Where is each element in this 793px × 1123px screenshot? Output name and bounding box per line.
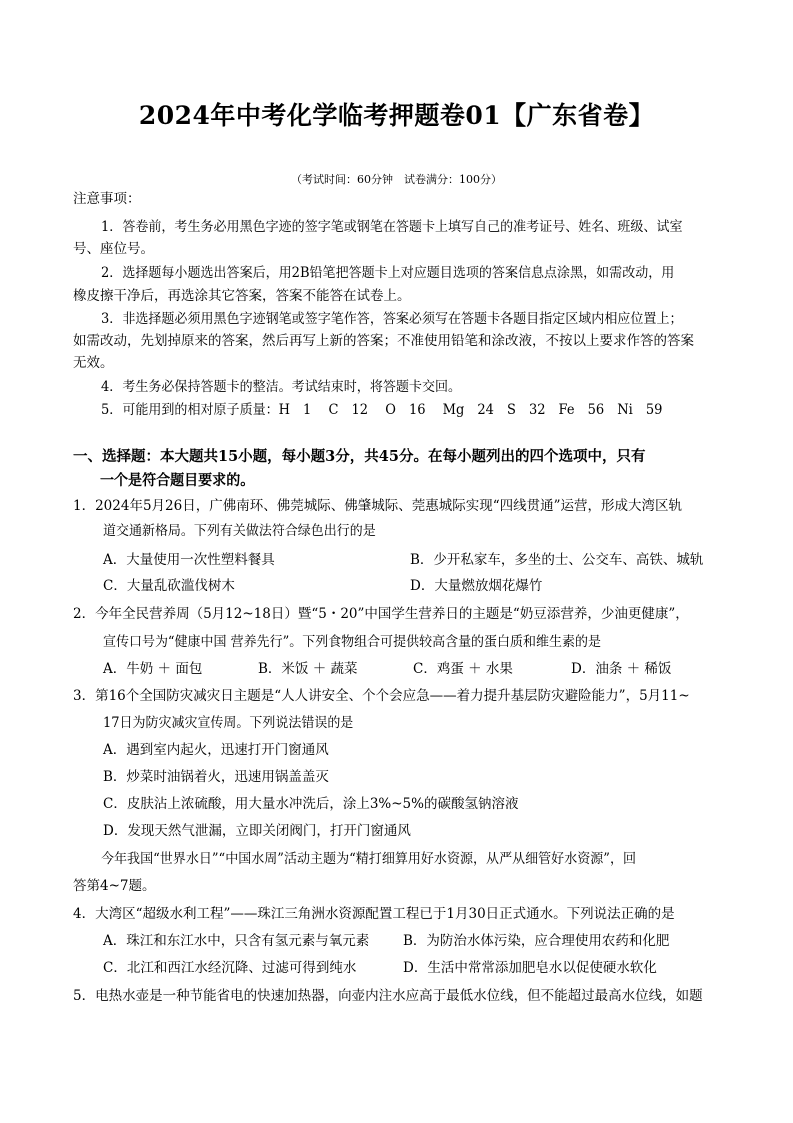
q4-option-a: A．珠江和东江水中，只含有氢元素与氧元素 (103, 933, 370, 949)
q2-option-d: D．油条 ＋ 稀饭 (571, 661, 672, 677)
q4-option-c: C．北江和西江水经沉降、过滤可得到纯水 (103, 960, 357, 976)
notice-item-cont: 橡皮擦干净后，再选涂其它答案，答案不能答在试卷上。 (73, 288, 411, 304)
question-4: 4．大湾区“超级水利工程”——珠江三角洲水资源配置工程已于1月30日正式通水。下列说法正确的是 (73, 906, 675, 922)
question-5: 5．电热水壶是一种节能省电的快速加热器，向壶内注水应高于最低水位线，但不能超过最高水位线，如题 (73, 988, 703, 1004)
q1-option-d: D．大量燃放烟花爆竹 (410, 578, 543, 594)
notice-item: 2．选择题每小题选出答案后，用2B铅笔把答题卡上对应题目选项的答案信息点涂黑，如需改动，用 (101, 265, 675, 281)
question-1: 1．2024年5月26日，广佛南环、佛莞城际、佛肇城际、莞惠城际实现“四线贯通”运营，形成大湾区轨 (73, 498, 683, 514)
section-heading: 一、选择题：本大题共15小题，每小题3分，共45分。在每小题列出的四个选项中，只有 (73, 448, 646, 465)
question-2-cont: 宣传口号为“健康中国 营养先行”。下列食物组合可提供较高含量的蛋白质和维生素的是 (103, 634, 601, 650)
q4-option-d: D．生活中常常添加肥皂水以促使硬水软化 (403, 960, 657, 976)
notice-item: 5．可能用到的相对原子质量：H 1 C 12 O 16 Mg 24 S 32 Fe 56 Ni 59 (101, 402, 663, 418)
page-title: 2024年中考化学临考押题卷01【广东省卷】 (138, 101, 655, 130)
question-3-cont: 17日为防灾减灾宣传周。下列说法错误的是 (103, 715, 354, 731)
notice-item: 1．答卷前，考生务必用黑色字迹的签字笔或钢笔在答题卡上填写自己的准考证号、姓名、班级、试室 (101, 219, 683, 235)
q2-option-a: A．牛奶 ＋ 面包 (103, 661, 203, 677)
notice-item-cont: 如需改动，先划掉原来的答案，然后再写上新的答案；不准使用铅笔和涂改液，不按以上要求作答的答案 (73, 333, 694, 349)
question-2: 2．今年全民营养周（5月12~18日）暨“5・20”中国学生营养日的主题是“奶豆添营养，少油更健康”， (73, 606, 689, 622)
notice-item-cont: 无效。 (73, 355, 114, 371)
q3-option-c: C．皮肤沾上浓硫酸，用大量水冲洗后，涂上3%~5%的碳酸氢钠溶液 (103, 796, 519, 812)
q4-option-b: B．为防治水体污染，应合理使用农药和化肥 (403, 933, 670, 949)
question-1-cont: 道交通新格局。下列有关做法符合绿色出行的是 (103, 523, 376, 539)
question-3: 3．第16个全国防灾减灾日主题是“人人讲安全、个个会应急——着力提升基层防灾避险能力”，5月11~ (73, 688, 690, 704)
q2-option-c: C．鸡蛋 ＋ 水果 (413, 661, 513, 677)
passage-cont: 答第4~7题。 (73, 878, 156, 894)
exam-info: （考试时间：60分钟 试卷满分：100分） (291, 173, 502, 186)
q2-option-b: B．米饭 ＋ 蔬菜 (258, 661, 358, 677)
q1-option-a: A．大量使用一次性塑料餐具 (103, 552, 275, 568)
notice-item: 4．考生务必保持答题卡的整洁。考试结束时，将答题卡交回。 (101, 379, 462, 395)
q1-option-c: C．大量乱砍滥伐树木 (103, 578, 235, 594)
section-heading-cont: 一个是符合题目要求的。 (100, 472, 255, 489)
notice-heading: 注意事项： (73, 191, 141, 207)
q3-option-b: B．炒菜时油锅着火，迅速用锅盖盖灭 (103, 769, 329, 785)
notice-item: 3．非选择题必须用黑色字迹钢笔或签字笔作答，答案必须写在答题卡各题目指定区域内相应位置上； (101, 311, 683, 327)
passage: 今年我国“世界水日”“中国水周”活动主题为“精打细算用好水资源，从严从细管好水资源”，回 (101, 851, 637, 867)
notice-item-cont: 号、座位号。 (73, 241, 154, 257)
q1-option-b: B．少开私家车，多坐的士、公交车、高铁、城轨 (410, 552, 704, 568)
q3-option-a: A．遇到室内起火，迅速打开门窗通风 (103, 742, 329, 758)
q3-option-d: D．发现天然气泄漏，立即关闭阀门，打开门窗通风 (103, 823, 411, 839)
